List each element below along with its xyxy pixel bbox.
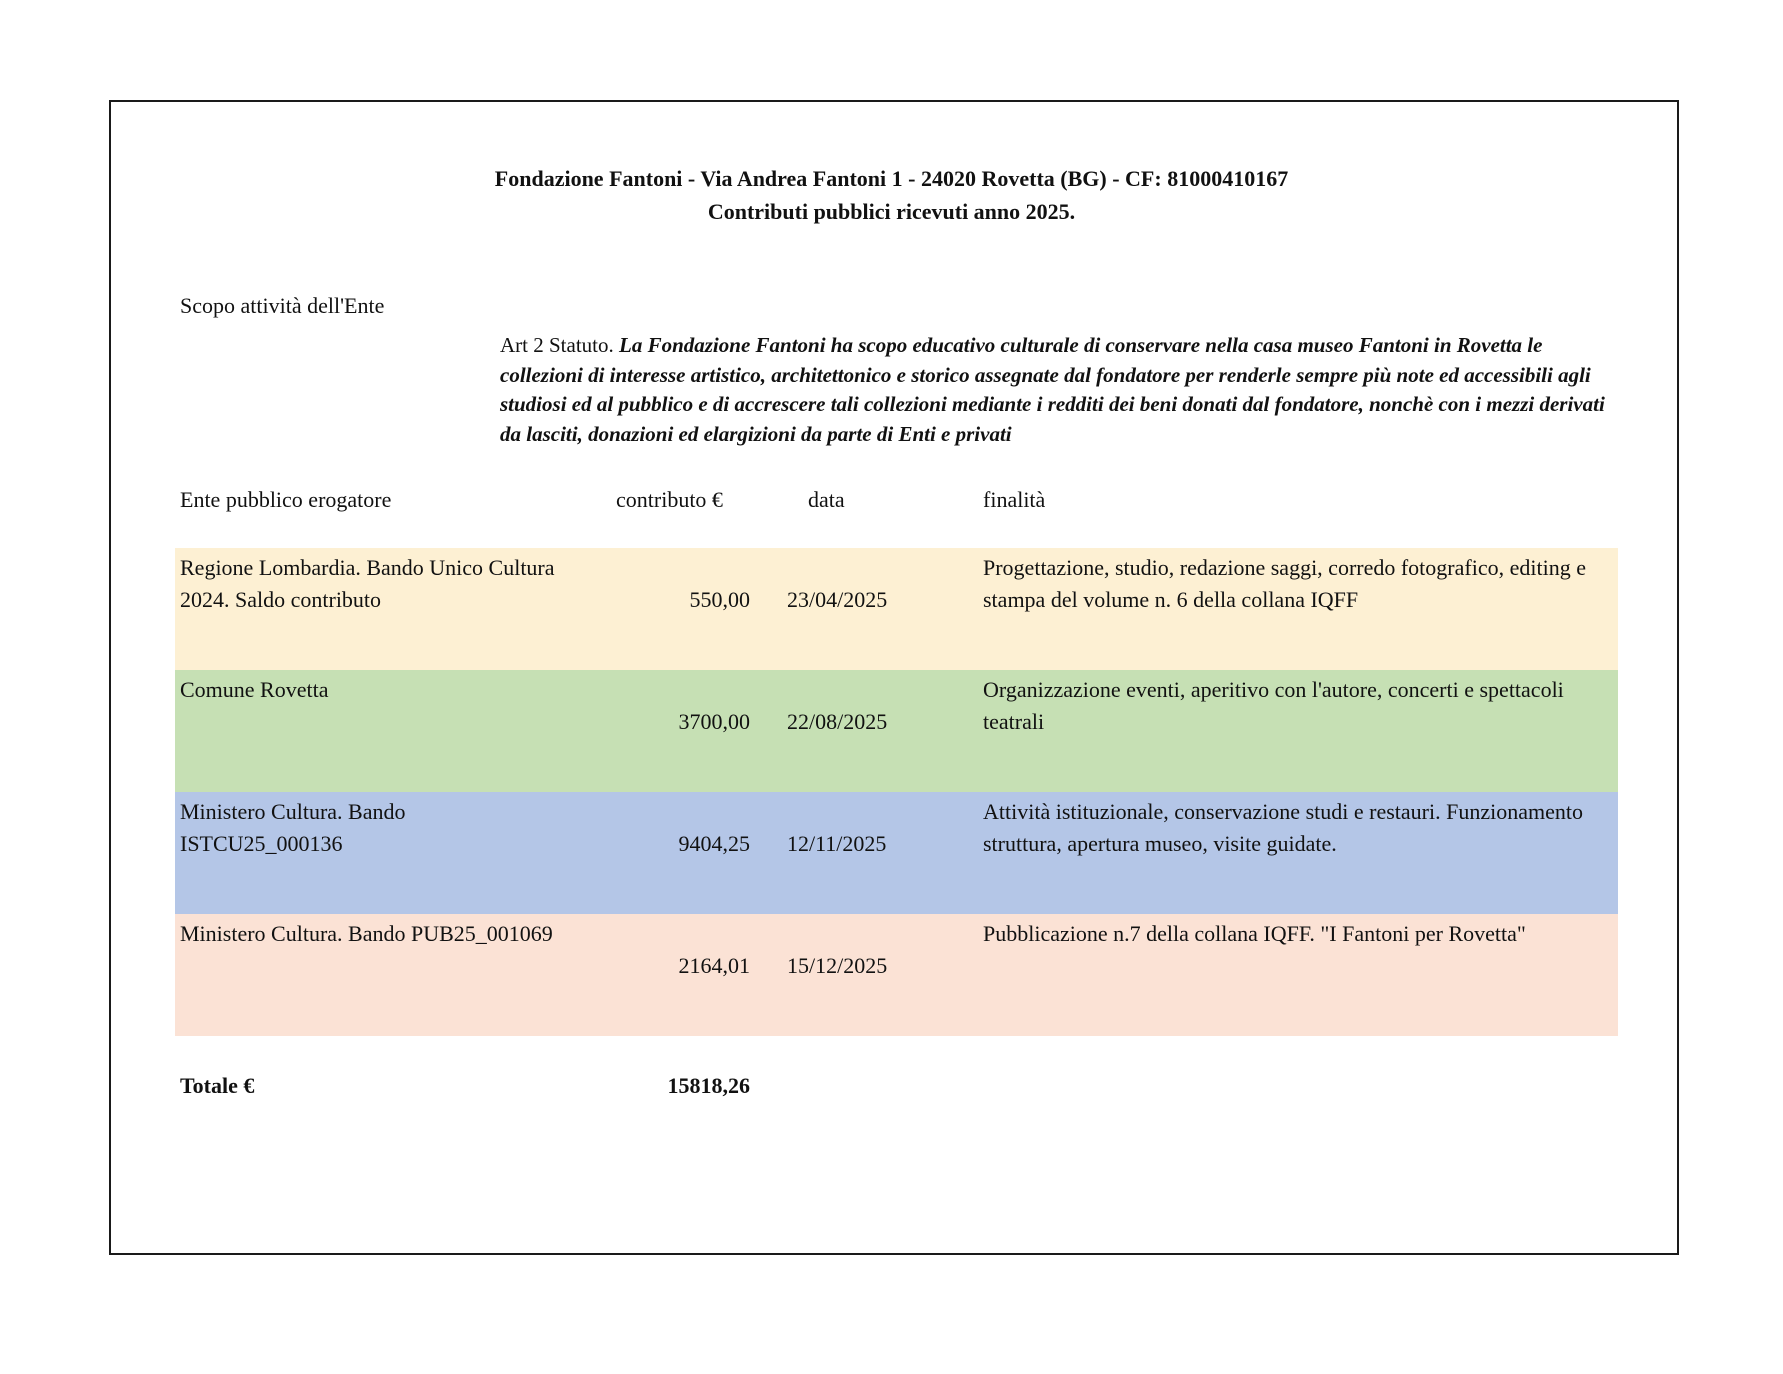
cell-ente: Ministero Cultura. Bando ISTCU25_000136 (180, 799, 406, 856)
statute-paragraph (500, 331, 1630, 449)
statute-text: La Fondazione Fantoni ha scopo educativo culturale di conservare nella casa museo Fantoni in Rovetta le collezioni di interesse artistico, architettonico e storico assegnate dal fondatore per renderle sempre più note ed accessibili agli studiosi ed al pubblico e di accrescere tali collezioni mediante i redditi dei beni donati dal fondatore, nonchè con i mezzi derivati da lasciti, donazioni ed elargizioni da parte di Enti e privati (500, 333, 1605, 446)
cell-ente: Ministero Cultura. Bando PUB25_001069 (180, 921, 553, 946)
cell-data: 23/04/2025 (787, 587, 888, 612)
cell-contributo: 2164,01 (678, 953, 750, 978)
cell-finalita: Progettazione, studio, redazione saggi, corredo fotografico, editing e stampa del volume n. 6 della collana IQFF (983, 555, 1586, 612)
cell-contributo: 3700,00 (678, 709, 750, 734)
table-row (175, 792, 1618, 914)
total-label: Totale € (180, 1073, 255, 1098)
cell-finalita: Organizzazione eventi, aperitivo con l'autore, concerti e spettacoli teatrali (983, 677, 1564, 734)
cell-data: 15/12/2025 (787, 953, 888, 978)
cell-ente: Regione Lombardia. Bando Unico Cultura 2024. Saldo contributo (180, 555, 555, 612)
cell-contributo: 9404,25 (678, 831, 750, 856)
cell-ente: Comune Rovetta (180, 677, 329, 702)
table-row (175, 548, 1618, 670)
statute-lead: Art 2 Statuto. (500, 333, 619, 357)
cell-finalita: Attività istituzionale, conservazione studi e restauri. Funzionamento struttura, apertura museo, visite guidate. (983, 799, 1583, 856)
scope-label: Scopo attività dell'Ente (180, 293, 385, 318)
cell-finalita: Pubblicazione n.7 della collana IQFF. "I Fantoni per Rovetta" (983, 921, 1526, 946)
column-header-data: data (808, 487, 845, 512)
document-subtitle: Contributi pubblici ricevuti anno 2025. (707, 199, 1076, 224)
contributions-table (175, 548, 1618, 1036)
cell-data: 12/11/2025 (787, 831, 887, 856)
total-value: 15818,26 (667, 1073, 750, 1098)
table-row (175, 670, 1618, 792)
column-header-ente: Ente pubblico erogatore (180, 487, 392, 512)
column-header-contributo: contributo € (616, 487, 723, 512)
document-title: Fondazione Fantoni - Via Andrea Fantoni 1 - 24020 Rovetta (BG) - CF: 81000410167 (494, 166, 1289, 191)
column-header-finalita: finalità (983, 487, 1046, 512)
cell-data: 22/08/2025 (787, 709, 888, 734)
table-row (175, 914, 1618, 1036)
cell-contributo: 550,00 (689, 587, 750, 612)
